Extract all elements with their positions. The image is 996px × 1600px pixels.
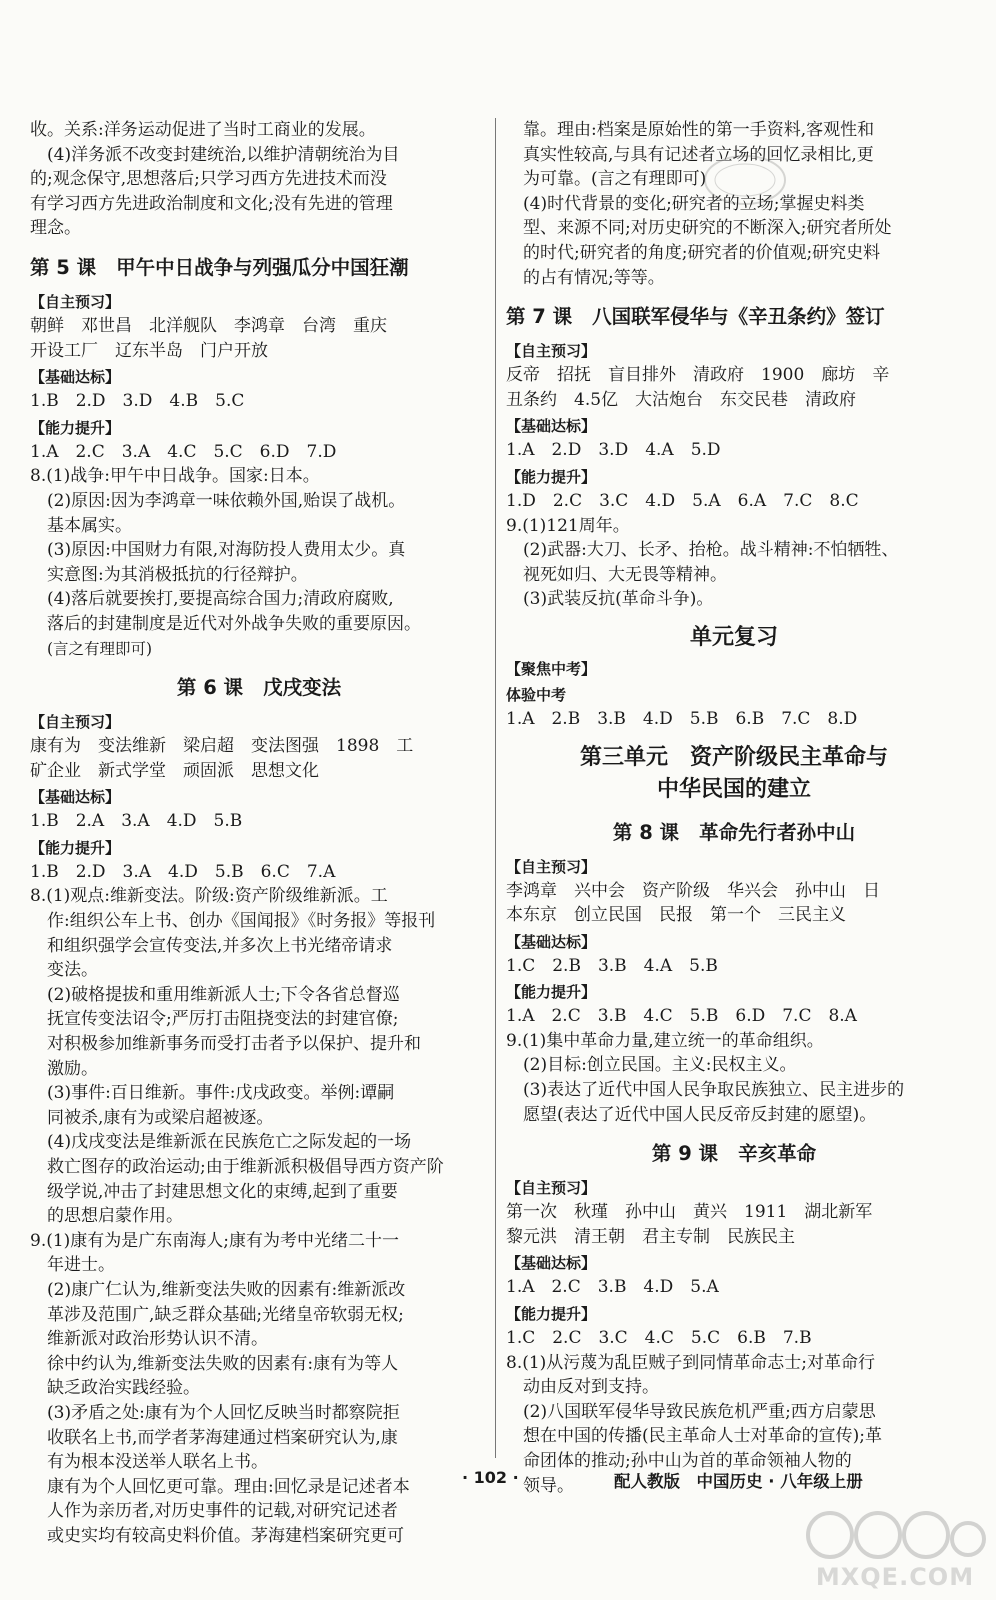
- text-line: 康有为个人回忆更可靠。理由:回忆录是记述者本: [47, 1476, 410, 1497]
- text-line: 真实性较高,与具有记述者立场的回忆录相比,更: [523, 144, 874, 165]
- lesson-heading: [30, 253, 488, 283]
- text-line: 激励。: [47, 1058, 98, 1079]
- text-line: 8.(1)观点:维新变法。阶级:资产阶级维新派。工: [30, 886, 388, 907]
- text-line: 反帝 招抚 盲目排外 清政府 1900 廊坊 辛: [506, 365, 890, 386]
- text-line: 9.(1)康有为是广东南海人;康有为考中光绪二十一: [30, 1230, 400, 1251]
- lesson-number: 第 6 课: [176, 676, 244, 700]
- text-line: 实意图:为其消极抵抗的行径辩护。: [47, 564, 308, 585]
- section-label: 【基础达标】: [30, 368, 121, 387]
- text-line: 有为根本没送举人联名上书。: [47, 1452, 268, 1473]
- text-line: 救亡图存的政治运动;由于维新派积极倡导西方资产阶: [47, 1157, 444, 1177]
- lesson-number: 第 9 课: [651, 1142, 719, 1166]
- lesson-heading: [506, 302, 962, 332]
- text-line: 本东京 创立民国 民报 第一个 三民主义: [506, 905, 846, 926]
- lesson-heading: [506, 818, 962, 848]
- text-line: 年进士。: [47, 1255, 115, 1276]
- text-line: 想在中国的传播(民主革命人士对革命的宣传);革: [523, 1426, 882, 1447]
- text-line: (言之有理即可): [47, 639, 153, 658]
- text-line: 靠。理由:档案是原始性的第一手资料,客观性和: [523, 120, 875, 140]
- text-line: (4)洋务派不改变封建统治,以维护清朝统治为目: [47, 144, 400, 165]
- text-line: 1.C 2.B 3.B 4.A 5.B: [506, 955, 718, 976]
- text-line: 为可靠。(言之有理即可): [523, 169, 707, 190]
- lesson-number: 第 5 课: [30, 255, 97, 279]
- unit-number: 第三单元: [579, 744, 668, 770]
- section-label: 【聚焦中考】: [506, 659, 597, 678]
- text-line: 8.(1)从污蔑为乱臣贼子到同情革命志士;对革命行: [506, 1352, 876, 1373]
- unit-title-line2: 中华民国的建立: [656, 776, 811, 802]
- page-number: · 102 ·: [462, 1468, 519, 1487]
- text-line: 抚宣传变法诏令;严厉打击阻挠变法的封建官僚;: [47, 1009, 399, 1030]
- text-line: 命团体的推动;孙中山为首的革命领袖人物的: [523, 1451, 852, 1471]
- text-line: 康有为 变法维新 梁启超 变法图强 1898 工: [30, 736, 414, 757]
- text-line: 人作为亲历者,对历史事件的记载,对研究记述者: [47, 1501, 398, 1522]
- text-line: 有学习西方先进政治制度和文化;没有先进的管理: [30, 193, 393, 214]
- text-line: 1.A 2.D 3.D 4.A 5.D: [506, 440, 721, 461]
- lesson-title: 辛亥革命: [738, 1142, 817, 1166]
- text-line: 的时代;研究者的角度;研究者的价值观;研究史料: [523, 242, 881, 263]
- text-line: 朝鲜 邓世昌 北洋舰队 李鸿章 台湾 重庆: [30, 315, 387, 336]
- lesson-heading: [506, 1139, 962, 1169]
- text-line: 落后的封建制度是近代对外战争失败的重要原因。: [47, 613, 421, 634]
- text-line: 1.A 2.C 3.B 4.C 5.B 6.D 7.C 8.A: [506, 1006, 857, 1027]
- text-line: (3)矛盾之处:康有为个人回忆反映当时都察院拒: [47, 1402, 400, 1423]
- unit-heading: [506, 742, 962, 806]
- text-line: 收联名上书,而学者茅海建通过档案研究认为,康: [47, 1427, 398, 1448]
- left-column: [30, 118, 488, 1549]
- text-line: 1.B 2.A 3.A 4.D 5.B: [30, 811, 243, 832]
- text-line: (4)戊戌变法是维新派在民族危亡之际发起的一场: [47, 1132, 412, 1153]
- watermark-text: MXQE.COM: [815, 1563, 975, 1591]
- text-line: (2)目标:创立民国。主义:民权主义。: [523, 1055, 797, 1076]
- text-line: 基本属实。: [47, 515, 132, 536]
- text-line: (3)原因:中国财力有限,对海防投人费用太少。真: [47, 540, 406, 561]
- text-line: 同被杀,康有为或梁启超被逐。: [47, 1107, 274, 1128]
- text-line: (2)原因:因为李鸿章一味依赖外国,贻误了战机。: [47, 490, 406, 511]
- text-line: 1.D 2.C 3.C 4.D 5.A 6.A 7.C 8.C: [506, 490, 859, 511]
- text-line: (3)表达了近代中国人民争取民族独立、民主进步的: [523, 1080, 905, 1101]
- section-label: 【能力提升】: [30, 838, 121, 857]
- lesson-heading: [30, 673, 488, 703]
- text-line: (4)时代背景的变化;研究者的立场;掌握史料类: [523, 193, 865, 214]
- section-label: 【自主预习】: [506, 857, 597, 876]
- page-footer: [0, 1468, 996, 1498]
- text-line: 矿企业 新式学堂 顽固派 思想文化: [30, 760, 319, 781]
- text-line: 9.(1)集中革命力量,建立统一的革命组织。: [506, 1030, 824, 1051]
- watermark: [800, 1505, 990, 1595]
- unit-review-heading: 单元复习: [689, 624, 778, 650]
- text-line: 维新派对政治形势认识不清。: [47, 1329, 268, 1350]
- text-line: 缺乏政治实践经验。: [47, 1378, 200, 1399]
- text-line: 和组织强学会宣传变法,并多次上书光绪帝请求: [47, 935, 393, 956]
- text-line: 1.A 2.C 3.A 4.C 5.C 6.D 7.D: [30, 441, 337, 462]
- lesson-number: 第 7 课: [506, 305, 573, 329]
- section-label: 【能力提升】: [506, 983, 597, 1002]
- faint-stamp-icon: [700, 150, 790, 210]
- text-line: 9.(1)121周年。: [506, 515, 630, 536]
- section-label: 【基础达标】: [506, 1254, 597, 1273]
- text-line: 理念。: [30, 218, 81, 239]
- text-line: 的占有情况;等等。: [523, 267, 665, 288]
- lesson-title: 甲午中日战争与列强瓜分中国狂潮: [116, 255, 409, 279]
- lesson-title: 戊戌变法: [263, 676, 342, 700]
- text-line: (2)破格提拔和重用维新派人士;下令各省总督巡: [47, 984, 400, 1005]
- text-line: 革涉及范围广,缺乏群众基础;光绪皇帝软弱无权;: [47, 1304, 404, 1325]
- text-line: 或史实均有较高史料价值。茅海建档案研究更可: [47, 1525, 404, 1546]
- text-line: 领导。: [523, 1475, 574, 1496]
- text-line: 变法。: [47, 960, 98, 981]
- section-label: 【能力提升】: [30, 418, 121, 437]
- text-line: 型、来源不同;对历史研究的不断深入;研究者所处: [523, 218, 892, 239]
- text-line: 8.(1)战争:甲午中日战争。国家:日本。: [30, 466, 320, 487]
- section-label: 【自主预习】: [30, 713, 121, 732]
- section-label: 体验中考: [506, 685, 567, 704]
- section-label: 【自主预习】: [506, 342, 597, 361]
- column-divider: [495, 118, 496, 1458]
- text-line: 丑条约 4.5亿 大沽炮台 东交民巷 清政府: [506, 389, 857, 410]
- text-line: (4)落后就要挨打,要提高综合国力;清政府腐败,: [47, 589, 394, 610]
- text-line: 的;观念保守,思想落后;只学习西方先进技术而没: [30, 169, 387, 190]
- text-line: 李鸿章 兴中会 资产阶级 华兴会 孙中山 日: [506, 880, 880, 901]
- text-line: 视死如归、大无畏等精神。: [523, 564, 727, 585]
- text-line: (2)康广仁认为,维新变法失败的因素有:维新派改: [47, 1279, 406, 1300]
- section-label: 【能力提升】: [506, 1305, 597, 1324]
- text-line: 第一次 秋瑾 孙中山 黄兴 1911 湖北新军: [506, 1202, 873, 1223]
- right-column: [506, 118, 962, 1498]
- section-label: 【基础达标】: [506, 417, 597, 436]
- text-line: 作:组织公车上书、创办《国闻报》《时务报》等报刊: [47, 911, 436, 932]
- text-line: 黎元洪 清王朝 君主专制 民族民主: [506, 1226, 795, 1247]
- text-line: 对积极参加维新事务而受打击者予以保护、提升和: [47, 1034, 421, 1055]
- text-line: 1.B 2.D 3.D 4.B 5.C: [30, 391, 245, 412]
- section-label: 【基础达标】: [30, 788, 121, 807]
- text-line: 收。关系:洋务运动促进了当时工商业的发展。: [30, 120, 376, 140]
- section-label: 【能力提升】: [506, 467, 597, 486]
- text-line: 动由反对到支持。: [523, 1377, 659, 1398]
- text-line: 1.B 2.D 3.A 4.D 5.B 6.C 7.A: [30, 861, 336, 882]
- section-label: 【基础达标】: [506, 932, 597, 951]
- text-line: (3)武装反抗(革命斗争)。: [523, 589, 714, 610]
- text-line: 1.A 2.B 3.B 4.D 5.B 6.B 7.C 8.D: [506, 708, 858, 729]
- text-line: 1.A 2.C 3.B 4.D 5.A: [506, 1277, 719, 1298]
- lesson-number: 第 8 课: [612, 820, 680, 844]
- text-line: 1.C 2.C 3.C 4.C 5.C 6.B 7.B: [506, 1328, 812, 1349]
- section-label: 【自主预习】: [506, 1179, 597, 1198]
- text-line: 的思想启蒙作用。: [47, 1206, 183, 1227]
- text-line: (3)事件:百日维新。事件:戊戌政变。举例:谭嗣: [47, 1083, 395, 1104]
- watermark-logo-icon: [800, 1505, 990, 1565]
- text-line: (2)武器:大刀、长矛、抬枪。战斗精神:不怕牺牲、: [523, 540, 899, 561]
- text-line: 开设工厂 辽东半岛 门户开放: [30, 340, 268, 361]
- edition-label: 配人教版 中国历史 · 八年级上册: [614, 1472, 863, 1491]
- text-line: 愿望(表达了近代中国人民反帝反封建的愿望)。: [523, 1104, 877, 1125]
- lesson-title: 八国联军侵华与《辛丑条约》签订: [592, 305, 885, 329]
- text-line: 级学说,冲击了封建思想文化的束缚,起到了重要: [47, 1181, 398, 1202]
- text-line: (2)八国联军侵华导致民族危机严重;西方启蒙思: [523, 1401, 876, 1422]
- unit-title-line1: 资产阶级民主革命与: [690, 744, 889, 770]
- section-label: 【自主预习】: [30, 292, 121, 311]
- lesson-title: 革命先行者孙中山: [699, 820, 856, 844]
- text-line: 徐中约认为,维新变法失败的因素有:康有为等人: [47, 1353, 399, 1374]
